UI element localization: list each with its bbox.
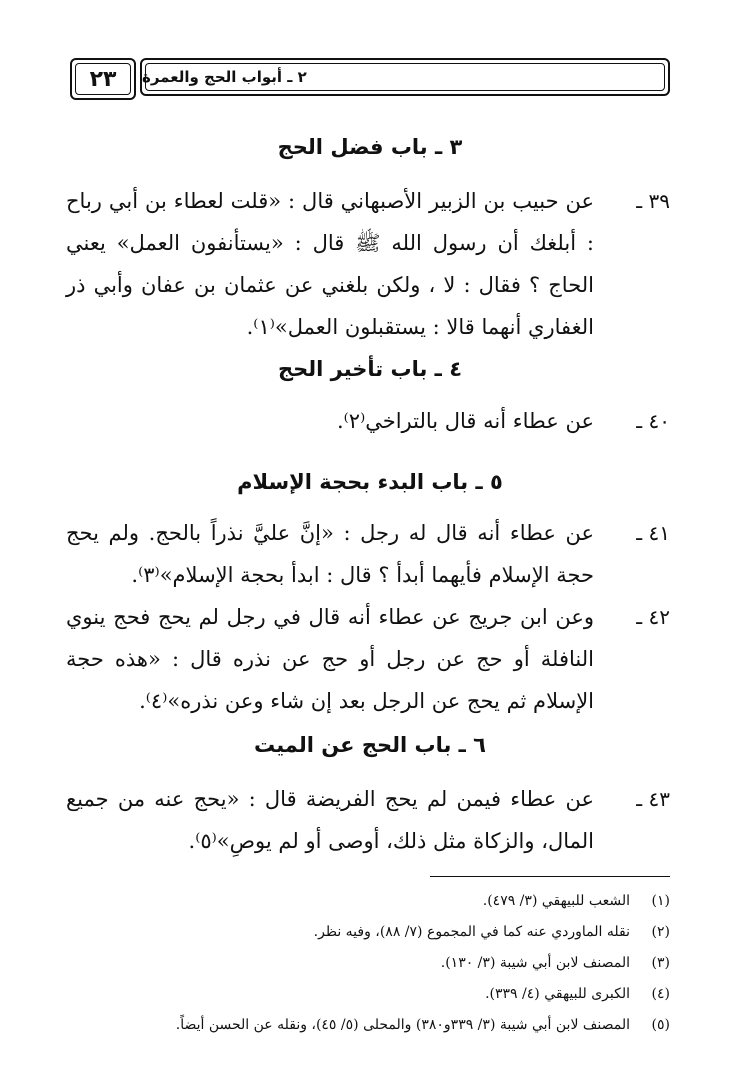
footnote-number: (١) [651,893,670,909]
footnote-text: الشعب للبيهقي (٣/ ٤٧٩). [482,893,630,909]
entry-text: عن عطاء أنه قال بالتراخي⁽٢⁾. [336,409,594,433]
page-header [70,58,670,102]
entry-text: عن عطاء فيمن لم يحج الفريضة قال : «يحج عنه من جميع المال، والزكاة مثل ذلك، أوصى أو لم يوصِ»⁽٥⁾. [66,787,594,853]
section-heading: ٥ ـ باب البدء بحجة الإسلام [237,470,503,494]
footnote-text: المصنف لابن أبي شيبة (٣/ ٣٣٩و٣٨٠) والمحلى (٥/ ٤٥)، ونقله عن الحسن أيضاً. [175,1017,630,1033]
entry-number: ٣٩ ـ [636,189,670,213]
footnote-divider [430,876,670,877]
footnote-number: (٤) [651,986,670,1002]
section-heading: ٣ ـ باب فضل الحج [277,135,463,159]
entry-text: وعن ابن جريج عن عطاء أنه قال في رجل لم يحج فحج ينوي النافلة أو حج عن رجل أو حج عن نذره قال : «هذه حجة الإسلام ثم يحج عن الرجل بعد إن شاء وعن نذره»⁽٤⁾. [66,605,594,713]
entry-text: عن حبيب بن الزبير الأصبهاني قال : «قلت لعطاء بن أبي رباح : أبلغك أن رسول الله ﷺ قال : «يستأنفون العمل» يعني الحاج ؟ فقال : لا ، ولكن بلغني عن عثمان بن عفان وأبي ذر الغفاري أنهما قالا : يستقبلون العمل»⁽١⁾. [66,189,594,339]
section-heading: ٤ ـ باب تأخير الحج [277,357,463,381]
chapter-title: ٢ ـ أبواب الحج والعمرة [140,58,670,96]
footnote [66,1010,670,1041]
footnote [66,917,670,948]
entry-number: ٤٣ ـ [636,787,670,811]
entry-number: ٤٢ ـ [636,605,670,629]
footnote-text: المصنف لابن أبي شيبة (٣/ ١٣٠). [440,955,630,971]
entry-text: عن عطاء أنه قال له رجل : «إنَّ عليَّ نذراً بالحج. ولم يحج حجة الإسلام فأيهما أبدأ ؟ قال : ابدأ بحجة الإسلام»⁽٣⁾. [66,521,594,587]
entry [66,512,670,596]
footnote [66,948,670,979]
footnote-text: الكبرى للبيهقي (٤/ ٣٣٩). [485,986,630,1002]
footnote-number: (٢) [651,924,670,940]
footnote-number: (٣) [651,955,670,971]
footnote-text: نقله الماوردي عنه كما في المجموع (٧/ ٨٨)، وفيه نظر. [313,924,630,940]
entry [66,180,670,348]
footnote [66,886,670,917]
footnote [66,979,670,1010]
entry-number: ٤١ ـ [636,521,670,545]
section-heading: ٦ ـ باب الحج عن الميت [254,733,486,757]
footnotes [66,886,670,1041]
entry-number: ٤٠ ـ [636,409,670,433]
entry [66,778,670,862]
entry [66,596,670,722]
page-number: ٢٣ [70,58,136,100]
entry [66,400,670,442]
footnote-number: (٥) [651,1017,670,1033]
